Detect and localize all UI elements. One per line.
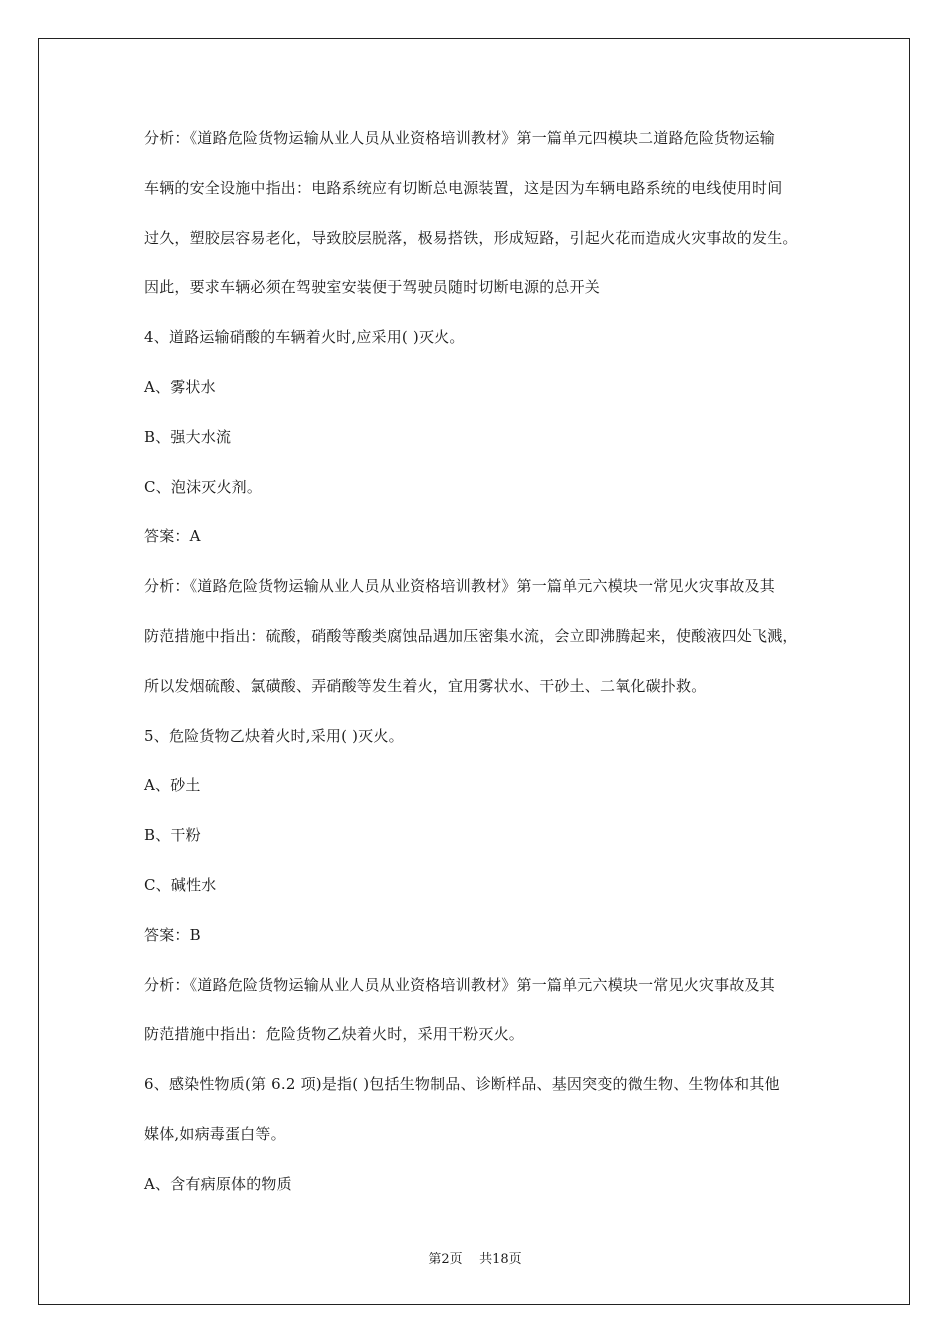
answer: 答案：A	[144, 527, 201, 546]
analysis-line: 所以发烟硫酸、氯磺酸、弄硝酸等发生着火，宜用雾状水、干砂土、二氧化碳扑救。	[144, 676, 707, 695]
text-line: 分析：《道路危险货物运输从业人员从业资格培训教材》第一篇单元四模块二道路危险货物运输	[144, 129, 775, 147]
question-6: 6、感染性物质(第 6.2 项)是指( )包括生物制品、诊断样品、基因突变的微生物、生物体和其他	[144, 1075, 780, 1094]
answer: 答案：B	[144, 925, 201, 944]
question-5: 5、危险货物乙炔着火时,采用( )灭火。	[144, 726, 404, 745]
question-6-continued: 媒体,如病毒蛋白等。	[144, 1124, 286, 1143]
text-line: 因此，要求车辆必须在驾驶室安装便于驾驶员随时切断电源的总开关	[144, 278, 601, 297]
option-a: A、雾状水	[144, 377, 216, 396]
option-b: B、干粉	[144, 826, 201, 845]
page-number-footer: 第2页 共18页	[428, 1252, 522, 1267]
document-body	[144, 126, 824, 1222]
option-c: C、碱性水	[144, 875, 217, 894]
analysis-line: 分析：《道路危险货物运输从业人员从业资格培训教材》第一篇单元六模块一常见火灾事故及其	[144, 577, 775, 596]
analysis-line: 防范措施中指出：危险货物乙炔着火时，采用干粉灭火。	[144, 1025, 525, 1044]
analysis-line: 分析：《道路危险货物运输从业人员从业资格培训教材》第一篇单元六模块一常见火灾事故及其	[144, 975, 775, 994]
text-line: 过久，塑胶层容易老化，导致胶层脱落，极易搭铁，形成短路，引起火花而造成火灾事故的发生。	[144, 228, 798, 247]
option-a: A、含有病原体的物质	[144, 1174, 292, 1193]
question-4: 4、道路运输硝酸的车辆着火时,应采用( )灭火。	[144, 328, 465, 347]
text-line: 车辆的安全设施中指出：电路系统应有切断总电源装置，这是因为车辆电路系统的电线使用时间	[144, 178, 783, 197]
analysis-line: 防范措施中指出：硫酸，硝酸等酸类腐蚀品遇加压密集水流，会立即沸腾起来，使酸液四处飞溅，	[144, 626, 798, 645]
option-b: B、强大水流	[144, 427, 232, 446]
option-a: A、砂土	[144, 776, 201, 795]
option-c: C、泡沫灭火剂。	[144, 477, 263, 496]
